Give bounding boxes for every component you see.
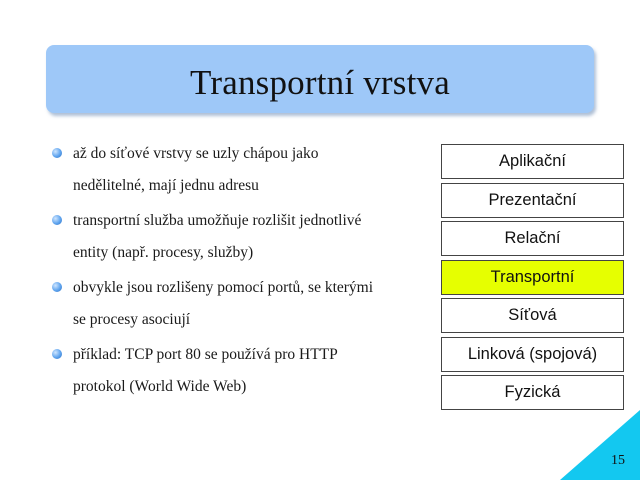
bullet-dot-icon [52, 282, 62, 292]
title-banner [46, 45, 594, 113]
layer-data-link: Linková (spojová) [441, 337, 624, 372]
bullet-text-line: obvykle jsou rozlišeny pomocí portů, se kterými [73, 279, 374, 296]
bullet-dot-icon [52, 349, 62, 359]
bullet-text-line: entity (např. procesy, služby) [73, 244, 254, 261]
layer-presentation: Prezentační [441, 183, 624, 218]
bullet-text-line: protokol (World Wide Web) [73, 378, 247, 395]
osi-layer-stack [441, 144, 624, 414]
layer-application: Aplikační [441, 144, 624, 179]
layer-network: Síťová [441, 298, 624, 333]
bullet-text-line: až do síťové vrstvy se uzly chápou jako [73, 145, 319, 162]
bullet-text-line: transportní služba umožňuje rozlišit jednotlivé [73, 212, 362, 229]
bullet-item [52, 205, 424, 269]
bullet-text-line: příklad: TCP port 80 se používá pro HTTP [73, 346, 338, 363]
bullet-item [52, 138, 424, 202]
bullet-text-line: nedělitelné, mají jednu adresu [73, 177, 259, 194]
bullet-dot-icon [52, 148, 62, 158]
slide-title: Transportní vrstva [190, 63, 450, 102]
layer-transport-highlighted: Transportní [441, 260, 624, 295]
page-number: 15 [611, 453, 625, 468]
bullet-dot-icon [52, 215, 62, 225]
bullet-item [52, 272, 424, 336]
bullet-item [52, 339, 424, 403]
bullet-text-line: se procesy asociují [73, 311, 191, 328]
bullet-list [52, 138, 424, 406]
layer-physical: Fyzická [441, 375, 624, 410]
layer-session: Relační [441, 221, 624, 256]
corner-accent [560, 410, 640, 480]
